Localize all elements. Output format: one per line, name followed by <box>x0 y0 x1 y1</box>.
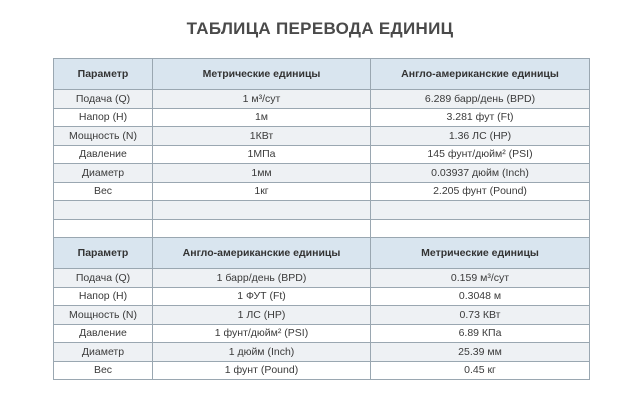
table-row <box>54 145 590 164</box>
table-cell: 0.45 кг <box>371 361 590 380</box>
table-cell: 1 фунт (Pound) <box>153 361 371 380</box>
conversion-table <box>53 58 590 380</box>
table-cell: Диаметр <box>54 343 153 362</box>
table-cell: 25.39 мм <box>371 343 590 362</box>
table-cell: Подача (Q) <box>54 90 153 109</box>
table-cell: 6.89 КПа <box>371 324 590 343</box>
table-cell: 0.3048 м <box>371 287 590 306</box>
table-cell: 0.159 м³/сут <box>371 269 590 288</box>
empty-cell <box>153 201 371 220</box>
table-cell: 1 барр/день (BPD) <box>153 269 371 288</box>
empty-cell <box>153 219 371 238</box>
table-row <box>54 182 590 201</box>
table-row <box>54 164 590 183</box>
empty-cell <box>54 201 153 220</box>
table-cell: 2.205 фунт (Pound) <box>371 182 590 201</box>
table-row <box>54 269 590 288</box>
table-cell: Мощность (N) <box>54 127 153 146</box>
table-row <box>54 361 590 380</box>
table-cell: Вес <box>54 361 153 380</box>
table-row <box>54 108 590 127</box>
column-header: Параметр <box>54 238 153 269</box>
table-cell: 1мм <box>153 164 371 183</box>
table-row <box>54 343 590 362</box>
table-cell: 1КВт <box>153 127 371 146</box>
table-row <box>54 324 590 343</box>
page-title: ТАБЛИЦА ПЕРЕВОДА ЕДИНИЦ <box>186 19 454 38</box>
column-header: Англо-американские единицы <box>153 238 371 269</box>
table-row <box>54 90 590 109</box>
table-row <box>54 287 590 306</box>
table-cell: 0.03937 дюйм (Inch) <box>371 164 590 183</box>
empty-cell <box>371 219 590 238</box>
column-header: Метрические единицы <box>153 59 371 90</box>
table-cell: 1.36 ЛС (HP) <box>371 127 590 146</box>
table-cell: 6.289 барр/день (BPD) <box>371 90 590 109</box>
table-row <box>54 306 590 325</box>
column-header: Параметр <box>54 59 153 90</box>
table-cell: Напор (H) <box>54 287 153 306</box>
table-cell: 1 дюйм (Inch) <box>153 343 371 362</box>
table-row <box>54 127 590 146</box>
table-cell: Диаметр <box>54 164 153 183</box>
table-header-row <box>54 238 590 269</box>
table-cell: 1 ЛС (HP) <box>153 306 371 325</box>
table-cell: Мощность (N) <box>54 306 153 325</box>
column-header: Англо-американские единицы <box>371 59 590 90</box>
empty-cell <box>371 201 590 220</box>
empty-cell <box>54 219 153 238</box>
table-cell: 1 фунт/дюйм² (PSI) <box>153 324 371 343</box>
table-cell: Давление <box>54 145 153 164</box>
table-header-row <box>54 59 590 90</box>
table-cell: Напор (H) <box>54 108 153 127</box>
table-cell: 0.73 КВт <box>371 306 590 325</box>
table-cell: Подача (Q) <box>54 269 153 288</box>
table-cell: 1м <box>153 108 371 127</box>
column-header: Метрические единицы <box>371 238 590 269</box>
table-cell: Вес <box>54 182 153 201</box>
table-cell: 145 фунт/дюйм² (PSI) <box>371 145 590 164</box>
spacer-row <box>54 201 590 220</box>
table-cell: 3.281 фут (Ft) <box>371 108 590 127</box>
table-cell: 1 ФУТ (Ft) <box>153 287 371 306</box>
table-cell: 1 м³/сут <box>153 90 371 109</box>
spacer-row <box>54 219 590 238</box>
table-cell: Давление <box>54 324 153 343</box>
table-cell: 1МПа <box>153 145 371 164</box>
table-cell: 1кг <box>153 182 371 201</box>
